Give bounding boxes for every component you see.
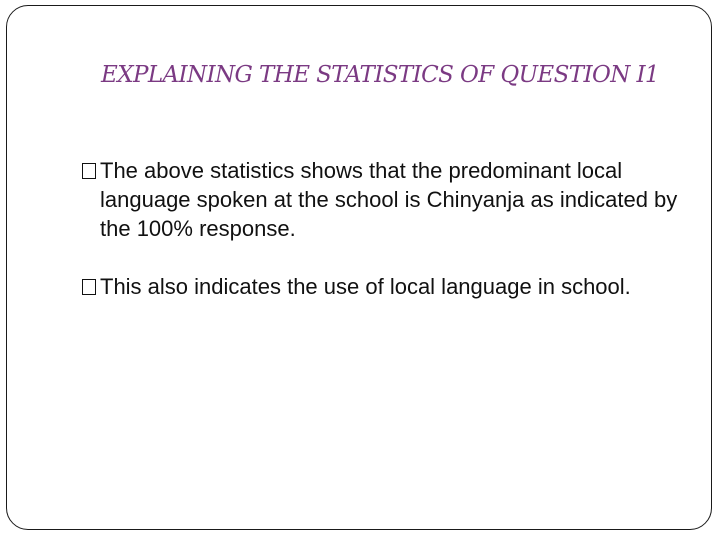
bullet-item [82, 272, 682, 301]
bullet-item [82, 156, 682, 243]
bullet-text: This also indicates the use of local language in school. [100, 274, 631, 299]
bullet-marker-icon [82, 279, 96, 295]
slide-title: EXPLAINING THE STATISTICS OF QUESTION I1 [101, 62, 659, 88]
bullet-list [82, 156, 682, 301]
bullet-text: The above statistics shows that the predominant local language spoken at the school is Chinyanja as indicated by the 100% response. [100, 158, 678, 241]
bullet-marker-icon [82, 163, 96, 179]
